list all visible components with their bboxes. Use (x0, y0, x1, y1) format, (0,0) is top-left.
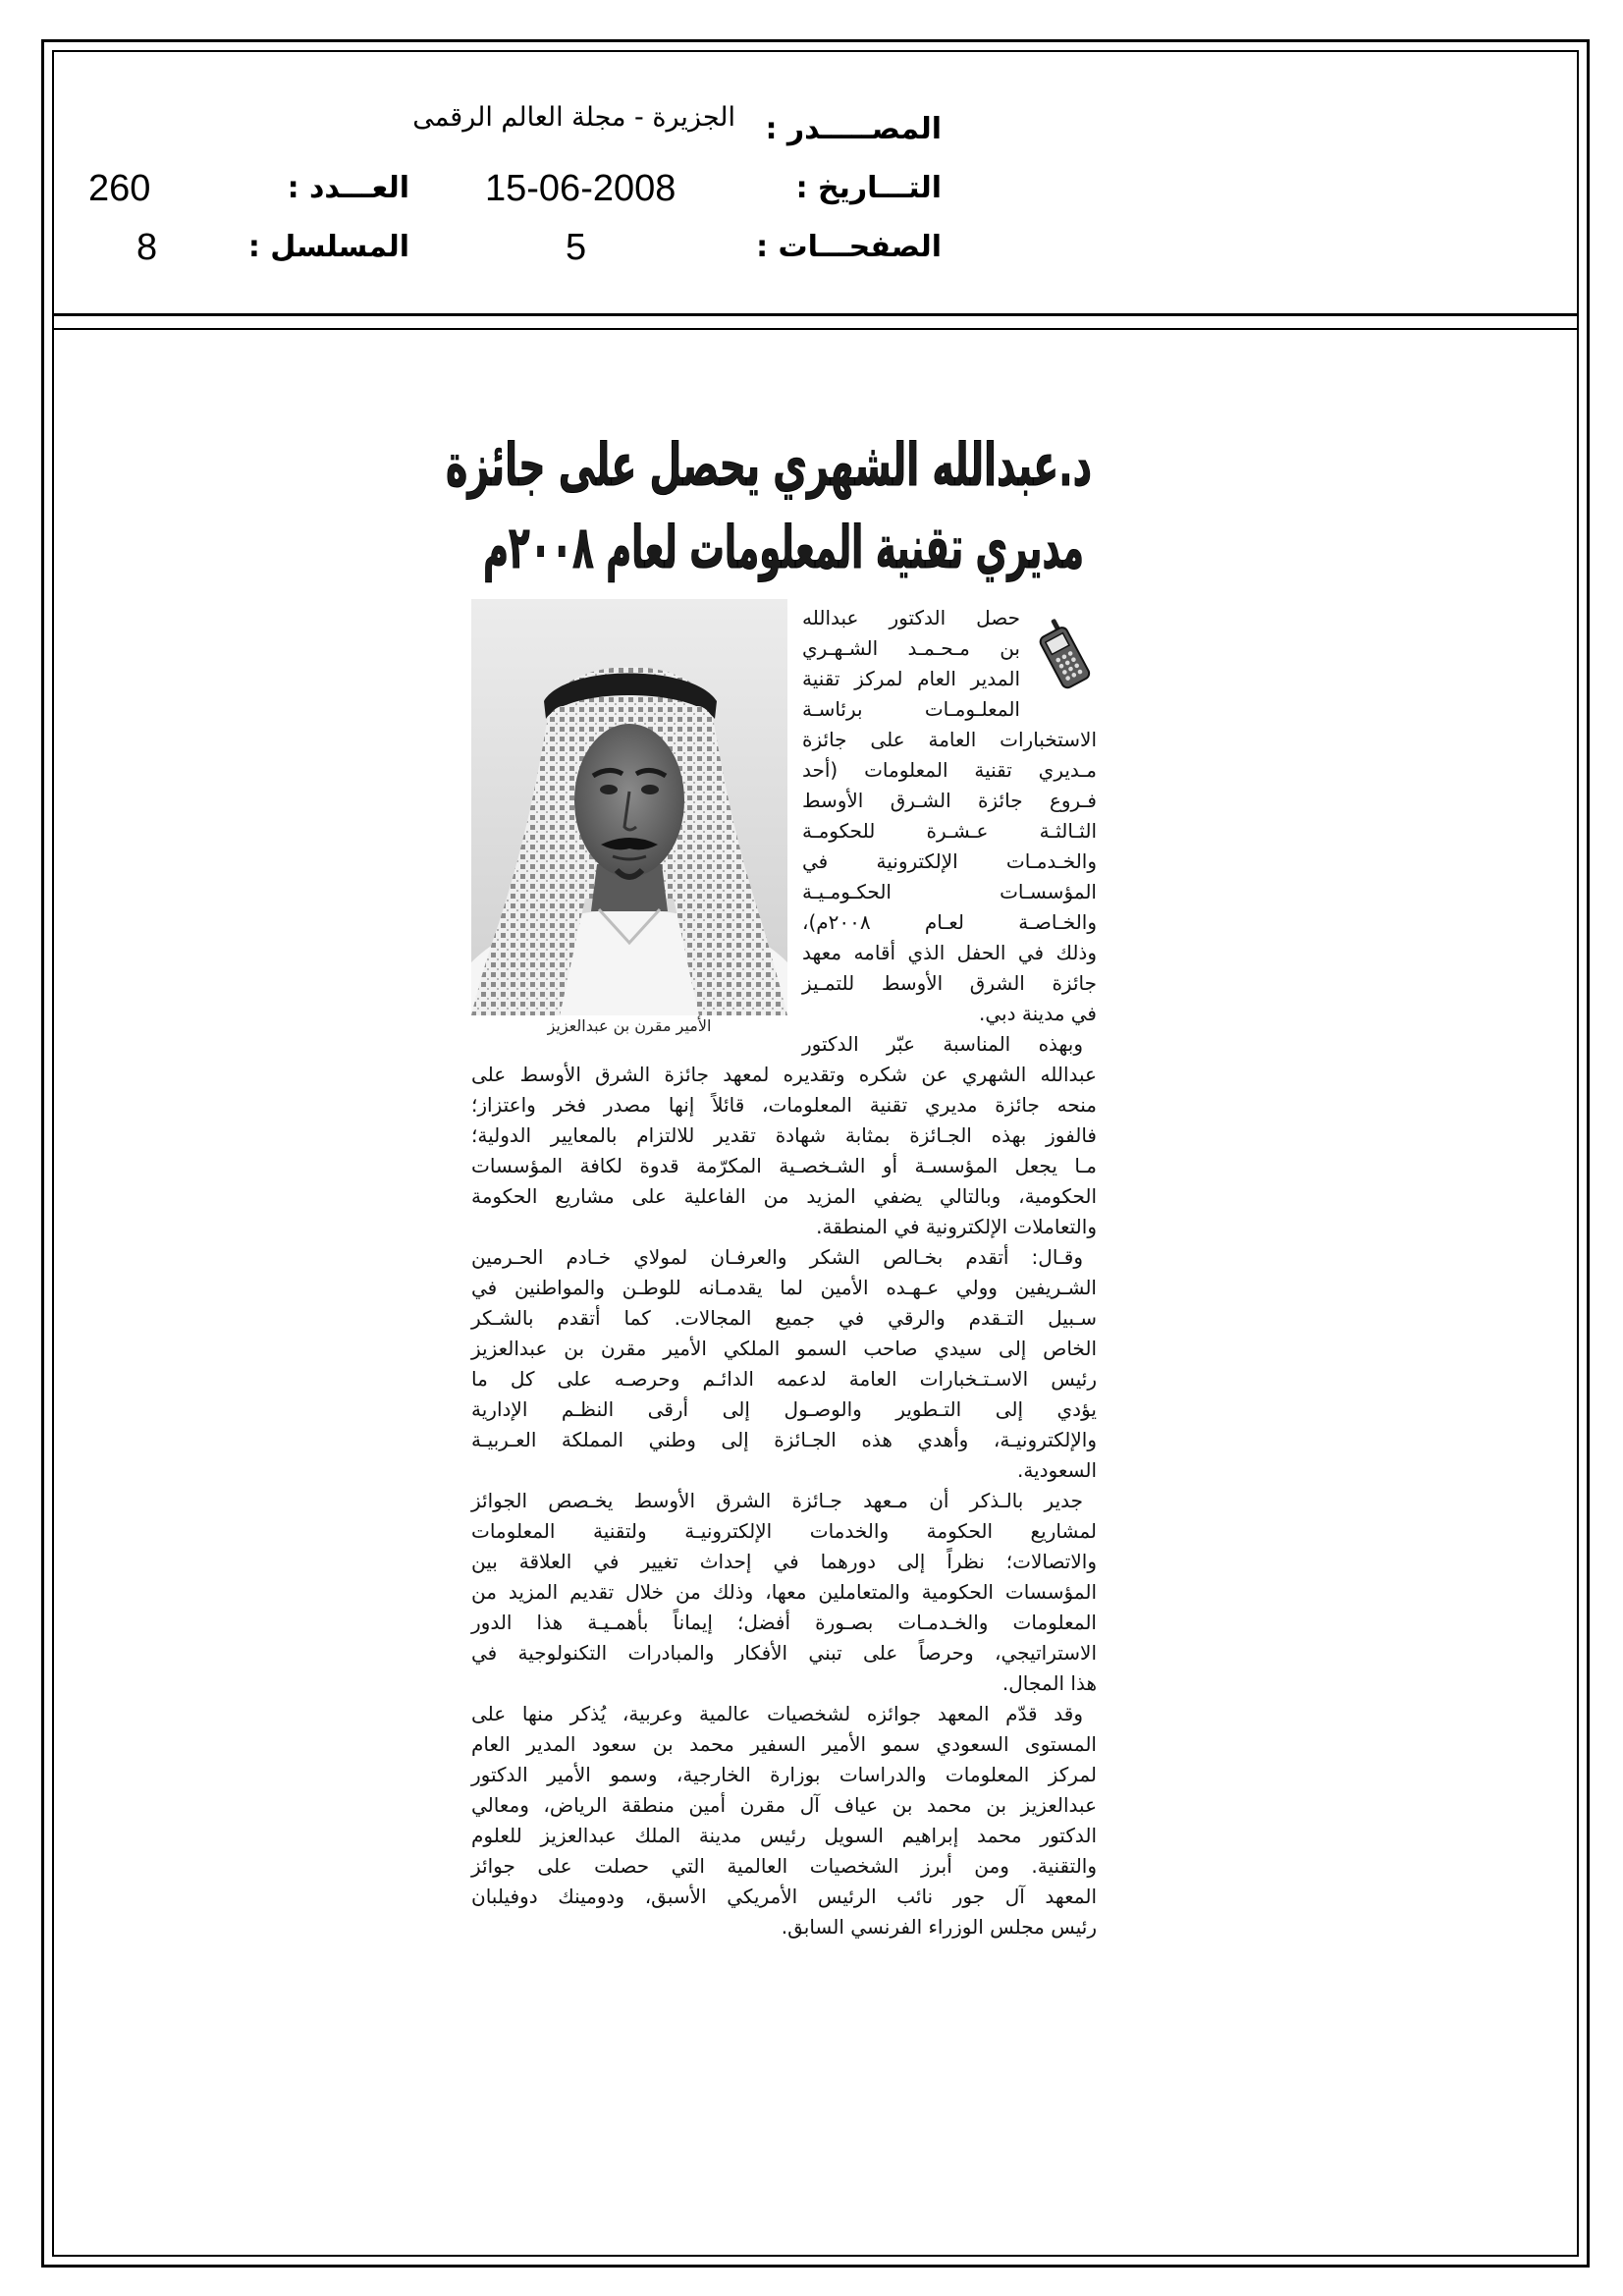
article-text-line: في مدينة دبي. (979, 1002, 1097, 1025)
portrait-photo-graphic (471, 599, 787, 1015)
date-value: 15-06-2008 (485, 168, 676, 209)
header-box (0, 0, 1623, 324)
article-headline-line-1: د.عبدالله الشهري يحصل على جائزة (445, 431, 1092, 500)
article-text-line: وقد قدّم المعهد جوائزه لشخصيات عالمية وعربية، يُذكر منها على (471, 1702, 1083, 1725)
serial-value: 8 (136, 227, 158, 268)
issue-value: 260 (88, 168, 151, 209)
article-side-column (802, 603, 1097, 1060)
article-text-line: الحكومية، وبالتالي يضفي المزيد من الفاعلية على مشاريع الحكومة (471, 1184, 1097, 1208)
article-text-line: يؤدي إلى التـطوير والوصـول إلى أرقى النظـم الإدارية (471, 1397, 1097, 1421)
serial-label: المسلسل : (247, 230, 409, 264)
article-text-line: منحه جائزة مديري تقنية المعلومات، قائلاً إنها مصدر فخر واعتزاز؛ (471, 1093, 1097, 1117)
article-text-line: رئيس الاسـتـخبارات العامة لدعمه الدائـم وحرصـه على كل ما (471, 1367, 1097, 1391)
article-text-line: المستوى السعودي سمو الأمير السفير محمد بن سعود المدير العام (471, 1732, 1097, 1756)
article-text-line: الخاص إلى سيدي صاحب السمو الملكي الأمير مقرن بن عبدالعزيز (471, 1337, 1097, 1360)
article-text-line: والتعاملات الإلكترونية في المنطقة. (816, 1215, 1097, 1238)
article-text-line: رئيس مجلس الوزراء الفرنسي السابق. (781, 1915, 1097, 1939)
article-text-line: الاستراتيجي، وحرصاً على تبني الأفكار والمبادرات التكنولوجية في (471, 1641, 1097, 1665)
article-text-line: وقـال: أتقدم بخـالص الشكر والعرفـان لمولاي خـادم الحـرمين (471, 1245, 1083, 1269)
article-text-line: عبدالله الشهري عن شكره وتقديره لمعهد جائزة الشرق الأوسط على (471, 1063, 1097, 1086)
newspaper-clipping (432, 393, 1119, 1984)
article-text-line: مـديري تقنية المعلومات (أحد (802, 758, 1097, 782)
article-text-line: والخـدمـات الإلكترونية في (802, 849, 1097, 873)
article-text-line: فـروع جائزة الشـرق الأوسط (802, 789, 1097, 812)
article-text-line: المؤسسـات الحكـومـيـة (802, 880, 1097, 903)
article-text-line: مـا يجعل المؤسسـة أو الشـخصـية المكرّمة قدوة لكافة المؤسسات (471, 1154, 1097, 1177)
header-divider-line-secondary (52, 328, 1579, 330)
pages-label: الصفحـــات : (756, 230, 942, 264)
article-body-column (471, 1060, 1097, 1942)
article-text-line: الاستخبارات العامة على جائزة (802, 728, 1097, 751)
article-text-line: وبهذه المناسبة عبّر الدكتور (802, 1032, 1083, 1056)
issue-label: العـــدد : (287, 171, 409, 205)
article-text-line: المعلـومـات برئاسـة (802, 697, 1020, 721)
photo-caption: الأمير مقرن بن عبدالعزيز (547, 1016, 712, 1035)
source-label: المصـــــدر : (765, 112, 942, 146)
article-text-line: جدير بالـذكر أن مـعهد جـائزة الشرق الأوسط يخـصص الجوائز (471, 1489, 1083, 1512)
article-text-line: لمشاريع الحكومة والخدمات الإلكترونيـة ولتقنية المعلومات (471, 1519, 1097, 1543)
article-text-line: والتقنية. ومن أبرز الشخصيات العالمية التي حصلت على جوائز (471, 1854, 1097, 1878)
article-text-line: المعلومات والخـدمـات بصـورة أفضل؛ إيماناً بأهمـيـة هذا الدور (471, 1611, 1097, 1634)
source-value: الجزيرة - مجلة العالم الرقمى (412, 102, 735, 133)
article-text-line: المؤسسات الحكومية والمتعاملين معها، وذلك من خلال تقديم المزيد من (471, 1580, 1097, 1604)
portrait-photo (471, 599, 787, 1015)
article-text-line: الثـالثـة عـشـرة للحكومـة (802, 819, 1097, 843)
article-text-line: لمركز المعلومات والدراسات بوزارة الخارجية، وسمو الأمير الدكتور (471, 1763, 1097, 1786)
article-text-line: والاتصالات؛ نظراً إلى دورهما في إحداث تغيير في العلاقة بين (471, 1550, 1097, 1573)
article-text-line: وذلك في الحفل الذي أقامه معهد (802, 941, 1097, 964)
article-text-line: جائزة الشرق الأوسط للتمـيز (802, 971, 1097, 995)
article-text-line: المدير العام لمركز تقنية (802, 667, 1020, 690)
article-text-line: سـبيل التـقدم والرقي في جميع المجالات. كما أتقدم بالشـكر (471, 1306, 1097, 1330)
article-text-line: المعهد آل جور نائب الرئيس الأمريكي الأسبق، ودومينك دوفيلبان (471, 1885, 1097, 1908)
article-text-line: السعودية. (1016, 1458, 1097, 1482)
date-label: التـــاريخ : (795, 171, 942, 205)
article-text-line: والخـاصـة لعـام ٢٠٠٨م)، (802, 910, 1097, 934)
article-text-line: والإلكترونيـة، وأهدي هذه الجـائزة إلى وطني المملكة العـربيـة (471, 1428, 1097, 1451)
article-text-line: الدكتور محمد إبراهيم السويل رئيس مدينة الملك عبدالعزيز للعلوم (471, 1824, 1097, 1847)
article-text-line: هذا المجال. (1001, 1671, 1097, 1695)
pages-value: 5 (566, 227, 587, 268)
article-text-line: حصل الدكتور عبدالله (802, 606, 1020, 629)
article-text-line: فالفوز بهذه الجـائزة بمثابة شهادة تقدير للالتزام بالمعايير الدولية؛ (471, 1123, 1097, 1147)
article-headline-line-2: مديري تقنية المعلومات لعام ٢٠٠٨م (483, 514, 1084, 582)
article-text-line: عبدالعزيز بن محمد بن عياف آل مقرن أمين منطقة الرياض، ومعالي (471, 1793, 1097, 1817)
article-text-line: بن مـحـمـد الشـهـري (802, 636, 1020, 660)
article-text-line: الشـريفين وولي عـهـده الأمين لما يقدمـانه للوطـن والمواطنين في (471, 1276, 1097, 1299)
